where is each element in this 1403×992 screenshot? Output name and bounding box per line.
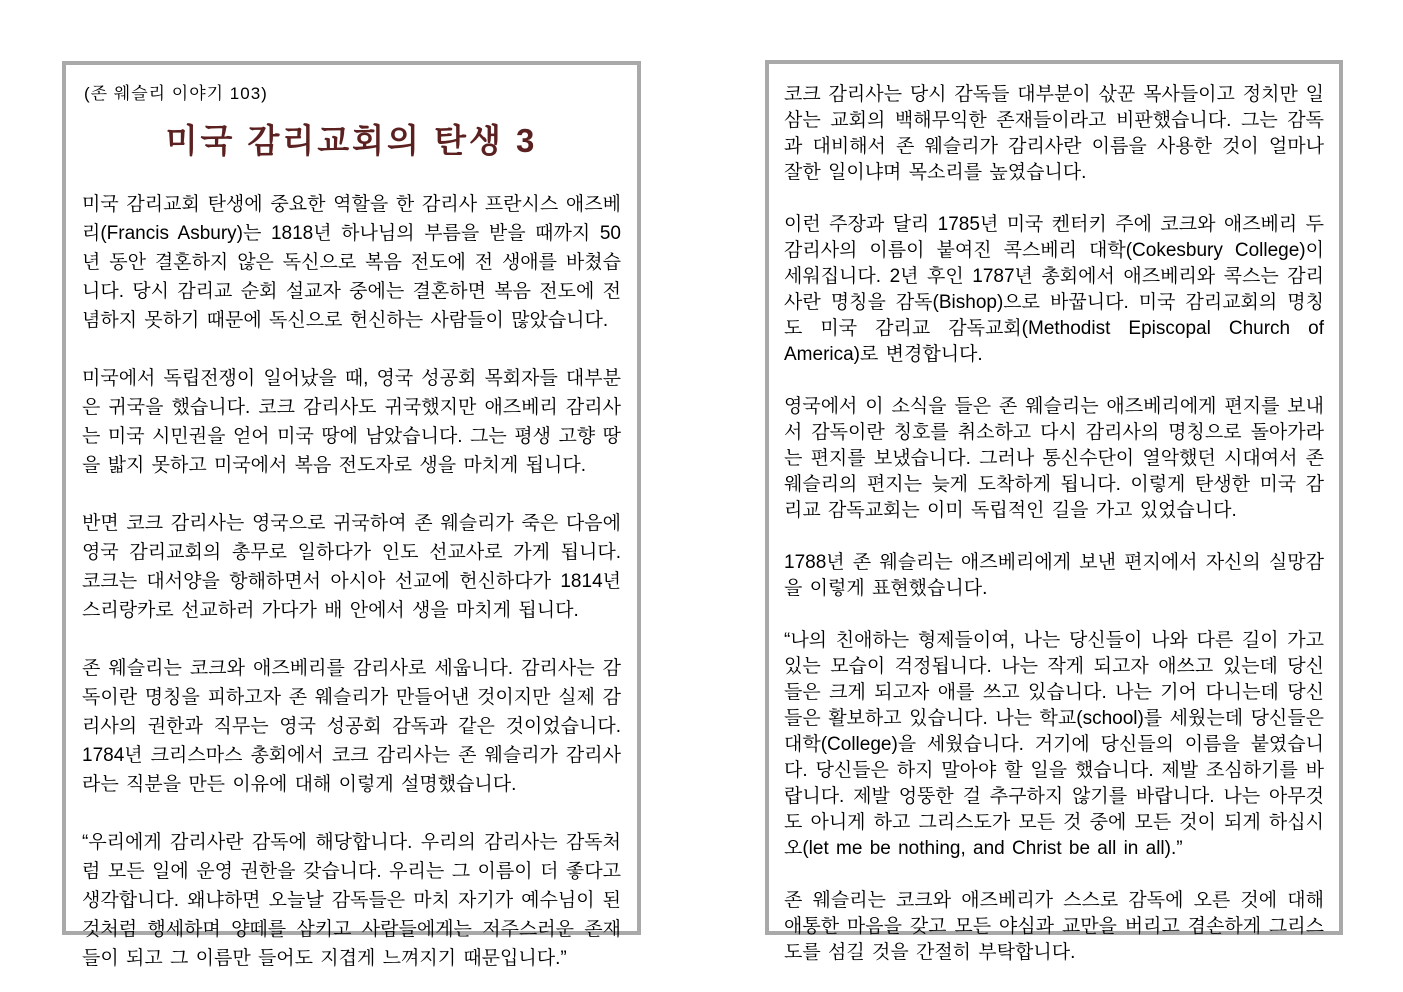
paragraph: 반면 코크 감리사는 영국으로 귀국하여 존 웨슬리가 죽은 다음에 영국 감리교회의 총무로 일하다가 인도 선교사로 가게 됩니다. 코크는 대서양을 항해하면서 아시아 선교에 헌신하다가 1814년 스리랑카로 선교하러 가다가 배 안에서 생을 마치게 됩니다. [82,513,621,621]
left-page-body [82,190,621,973]
paragraph: 코크 감리사는 당시 감독들 대부분이 삯꾼 목사들이고 정치만 일삼는 교회의 백해무익한 존재들이라고 비판했습니다. 그는 감독과 대비해서 존 웨슬리가 감리사란 이름을 사용한 것이 얼마나 잘한 일이냐며 목소리를 높였습니다. [784,84,1324,183]
paragraph: “나의 친애하는 형제들이여, 나는 당신들이 나와 다른 길이 가고 있는 모습이 걱정됩니다. 나는 작게 되고자 애쓰고 있는데 당신들은 크게 되고자 애를 쓰고 있습니다. 나는 기어 다니는데 당신들은 활보하고 있습니다. 나는 학교(school)를 세웠는데 당신들은 대학(College)을 세웠습니다. 거기에 당신들의 이름을 붙였습니다. 당신들은 하지 말아야 할 일을 했습니다. 제발 조심하기를 바랍니다. 제발 엉뚱한 걸 추구하지 않기를 바랍니다. 나는 아무것도 아니게 하고 그리스도가 모든 것 중에 모든 것이 되게 하십시오(let me be nothing, and Christ be all in all).” [784,630,1324,859]
right-page-body [784,82,1324,966]
left-page-sheet [62,61,641,969]
paragraph: 영국에서 이 소식을 들은 존 웨슬리는 애즈베리에게 편지를 보내서 감독이란 칭호를 취소하고 다시 감리사의 명칭으로 돌아가라는 편지를 보냈습니다. 그러나 통신수단이 열악했던 시대여서 존 웨슬리의 편지는 늦게 도착하게 됩니다. 이렇게 탄생한 미국 감리교 감독교회는 이미 독립적인 길을 가고 있었습니다. [784,396,1324,521]
paragraph: “우리에게 감리사란 감독에 해당합니다. 우리의 감리사는 감독처럼 모든 일에 운영 권한을 갖습니다. 우리는 그 이름이 더 좋다고 생각합니다. 왜냐하면 오늘날 감독들은 마치 자기가 예수님이 된 것처럼 행세하며 양떼를 삼키고 사람들에게는 저주스러운 존재들이 되고 그 이름만 들어도 지겹게 느껴지기 때문입니다.” [82,832,621,969]
right-page-sheet [765,60,1343,963]
paragraph: 미국 감리교회 탄생에 중요한 역할을 한 감리사 프란시스 애즈베리(Francis Asbury)는 1818년 하나님의 부름을 받을 때까지 50년 동안 결혼하지 않은 독신으로 복음 전도에 전 생애를 바쳤습니다. 당시 감리교 순회 설교자 중에는 결혼하면 복음 전도에 전념하지 못하기 때문에 독신으로 헌신하는 사람들이 많았습니다. [82,194,621,331]
paragraph: 존 웨슬리는 코크와 애즈베리를 감리사로 세웁니다. 감리사는 감독이란 명칭을 피하고자 존 웨슬리가 만들어낸 것이지만 실제 감리사의 권한과 직무는 영국 성공회 감독과 같은 것이었습니다. 1784년 크리스마스 총회에서 코크 감리사는 존 웨슬리가 감리사라는 직분을 만든 이유에 대해 이렇게 설명했습니다. [82,658,621,795]
paragraph: 1788년 존 웨슬리는 애즈베리에게 보낸 편지에서 자신의 실망감을 이렇게 표현했습니다. [784,552,1324,599]
series-header: (존 웨슬리 이야기 103) [84,84,268,103]
paragraph: 미국에서 독립전쟁이 일어났을 때, 영국 성공회 목회자들 대부분은 귀국을 했습니다. 코크 감리사도 귀국했지만 애즈베리 감리사는 미국 시민권을 얻어 미국 땅에 남았습니다. 그는 평생 고향 땅을 밟지 못하고 미국에서 복음 전도자로 생을 마치게 됩니다. [82,368,621,476]
paragraph: 존 웨슬리는 코크와 애즈베리가 스스로 감독에 오른 것에 대해 애통한 마음을 갖고 모든 야심과 교만을 버리고 겸손하게 그리스도를 섬길 것을 간절히 부탁합니다. [784,890,1324,963]
paragraph: 이런 주장과 달리 1785년 미국 켄터키 주에 코크와 애즈베리 두 감리사의 이름이 붙여진 콕스베리 대학(Cokesbury College)이 세워집니다. 2년 후인 1787년 총회에서 애즈베리와 콕스는 감리사란 명칭을 감독(Bishop)으로 바꿉니다. 미국 감리교회의 명칭도 미국 감리교 감독교회(Methodist Episcopal Church of America)로 변경합니다. [784,214,1324,365]
page-title: 미국 감리교회의 탄생 3 [165,122,538,159]
